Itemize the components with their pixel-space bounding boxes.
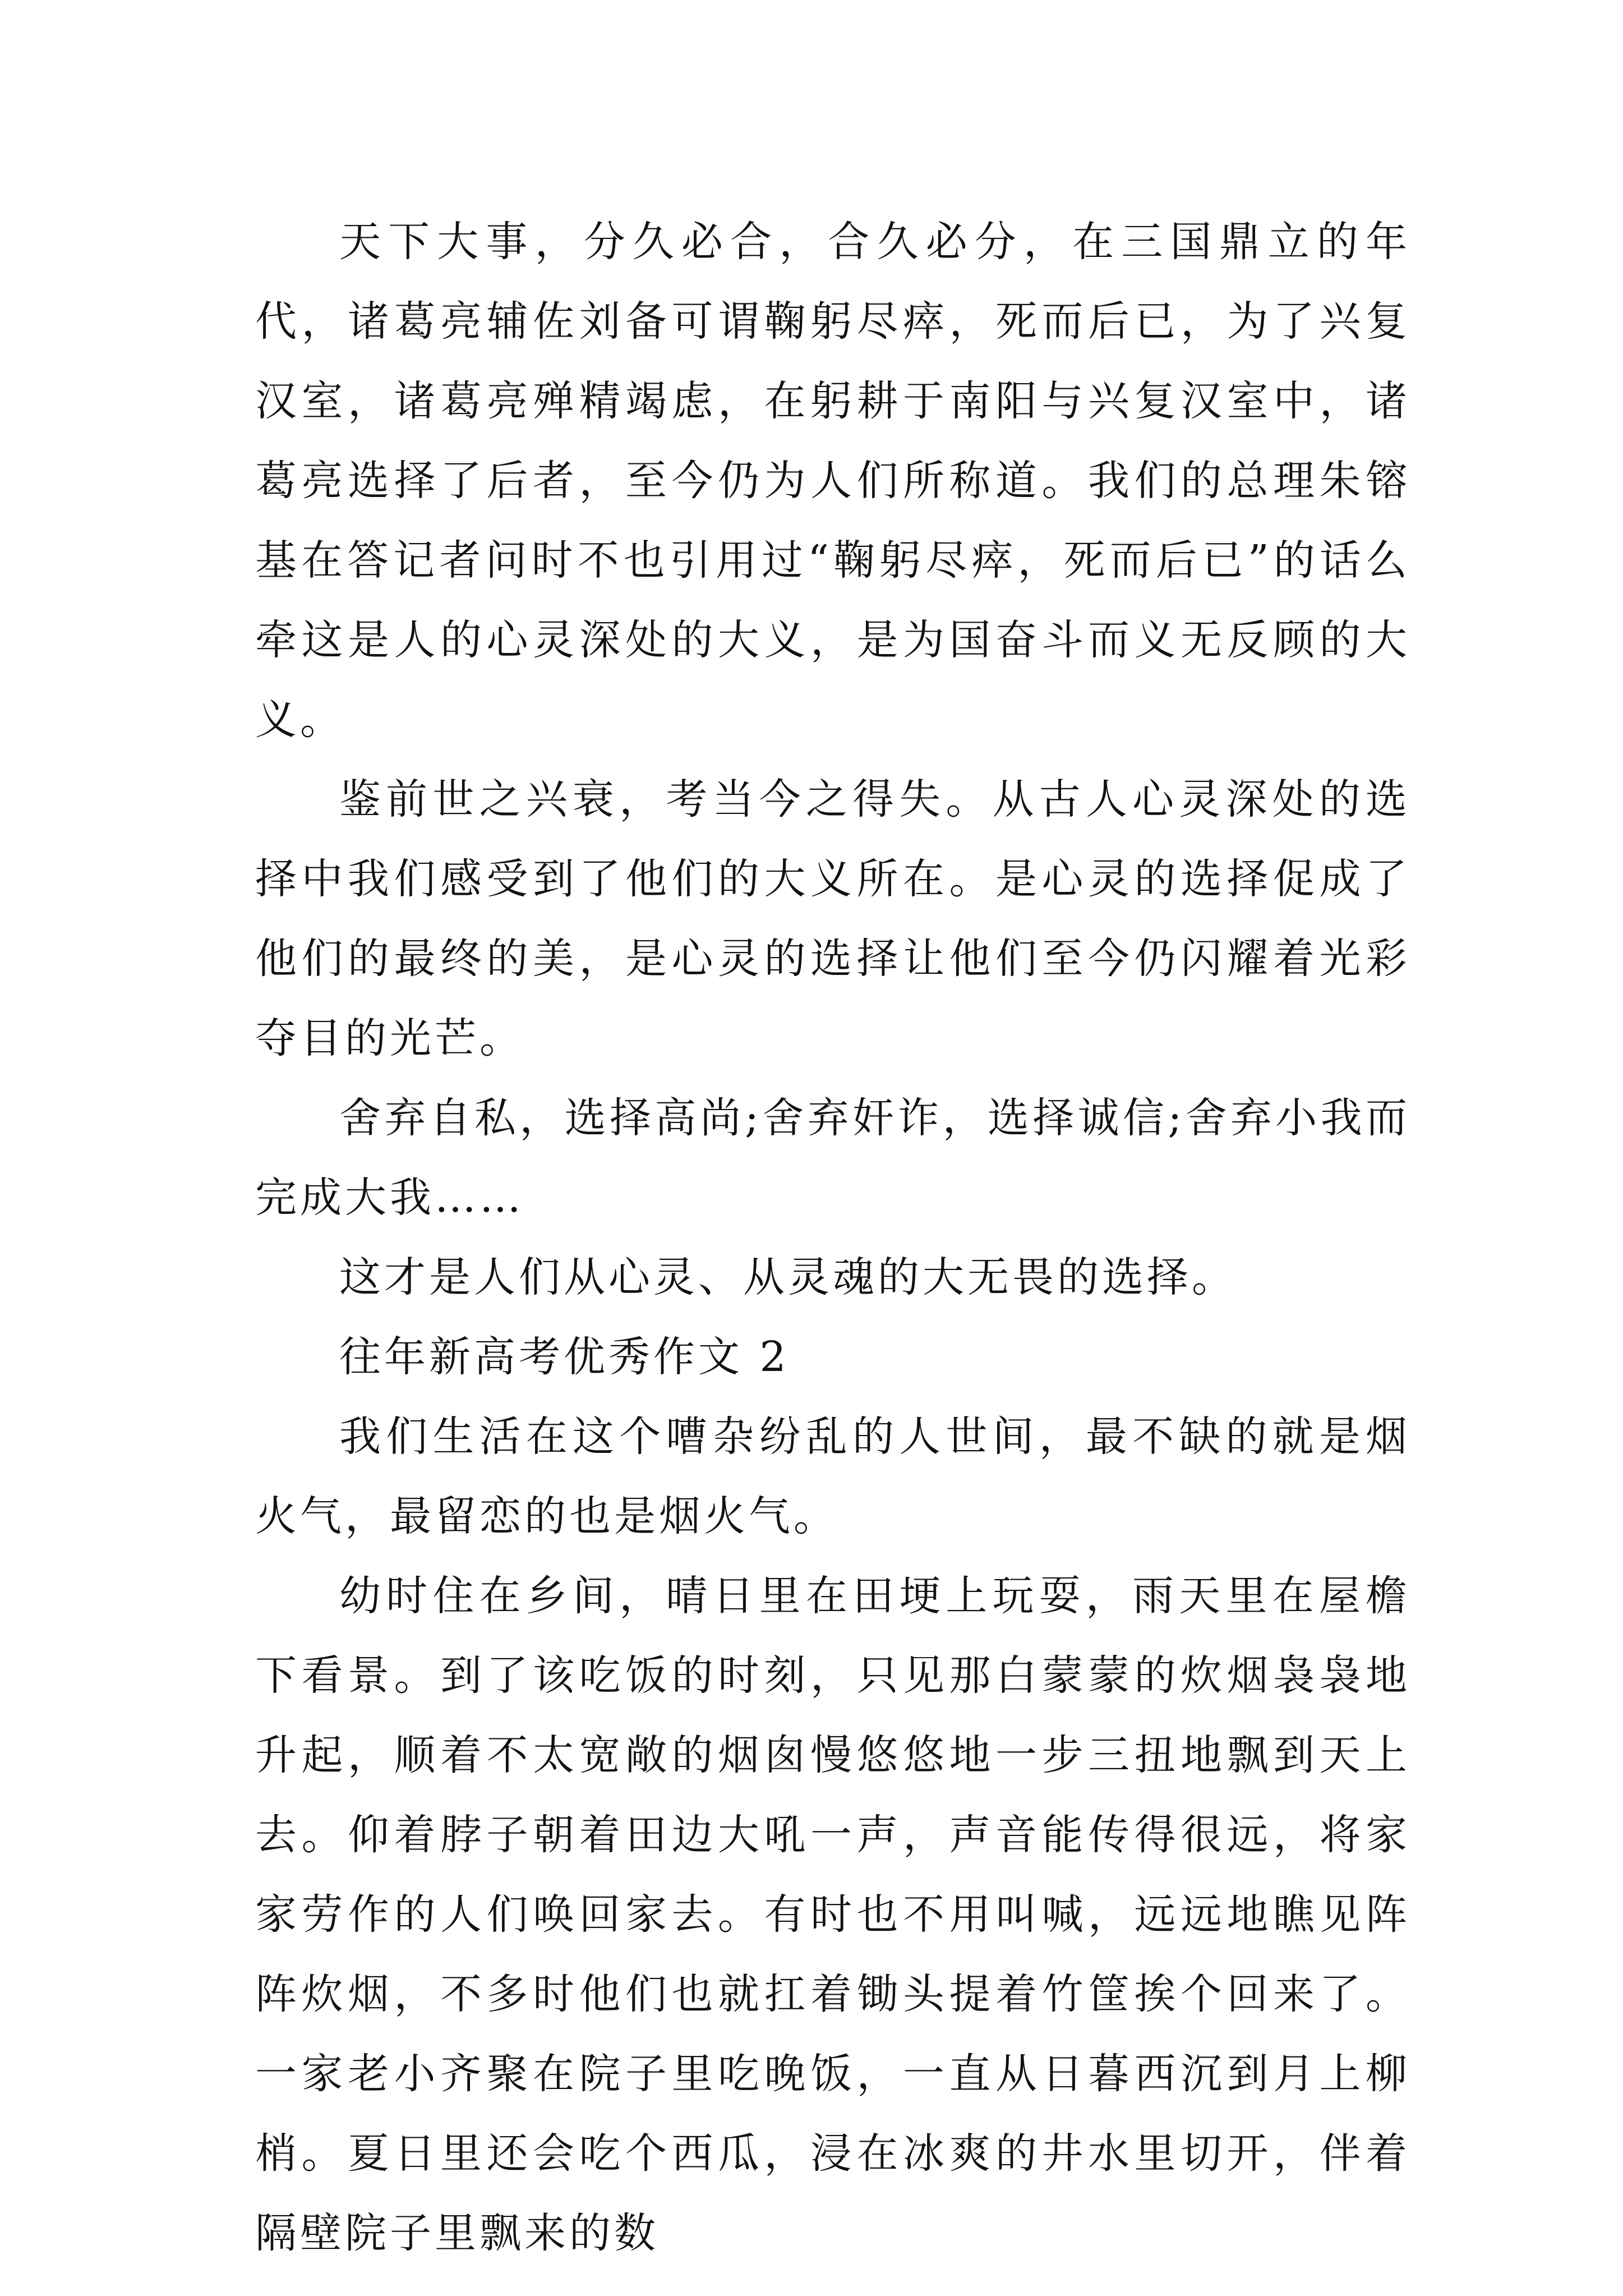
paragraph: 天下大事，分久必合，合久必分，在三国鼎立的年代，诸葛亮辅佐刘备可谓鞠躬尽瘁，死而后已，为了兴复汉室，诸葛亮殚精竭虑，在躬耕于南阳与兴复汉室中，诸葛亮选择了后者，至今仍为人们所称道。我们的总理朱镕基在答记者问时不也引用过“鞠躬尽瘁，死而后已”的话么牵这是人的心灵深处的大义，是为国奋斗而义无反顾的大义。: [255, 218, 1410, 744]
essay-heading: 往年新高考优秀作文 2: [339, 1333, 790, 1381]
paragraph: 我们生活在这个嘈杂纷乱的人世间，最不缺的就是烟火气，最留恋的也是烟火气。: [255, 1412, 1410, 1540]
paragraph: 舍弃自私，选择高尚;舍弃奸诈，选择诚信;舍弃小我而完成大我……: [255, 1094, 1410, 1222]
paragraph: 幼时住在乡间，晴日里在田埂上玩耍，雨天里在屋檐下看景。到了该吃饭的时刻，只见那白蒙蒙的炊烟袅袅地升起，顺着不太宽敞的烟囱慢悠悠地一步三扭地飘到天上去。仰着脖子朝着田边大吼一声，声音能传得很远，将家家劳作的人们唤回家去。有时也不用叫喊，远远地瞧见阵阵炊烟，不多时他们也就扛着锄头提着竹筐挨个回来了。一家老小齐聚在院子里吃晚饭，一直从日暮西沉到月上柳梢。夏日里还会吃个西瓜，浸在冰爽的井水里切开，伴着隔壁院子里飘来的数: [255, 1572, 1410, 2257]
paragraph: 这才是人们从心灵、从灵魂的大无畏的选择。: [339, 1253, 1237, 1301]
paragraph: 鉴前世之兴衰，考当今之得失。从古人心灵深处的选择中我们感受到了他们的大义所在。是心灵的选择促成了他们的最终的美，是心灵的选择让他们至今仍闪耀着光彩夺目的光芒。: [255, 775, 1410, 1062]
essay-body: [255, 202, 1410, 2273]
